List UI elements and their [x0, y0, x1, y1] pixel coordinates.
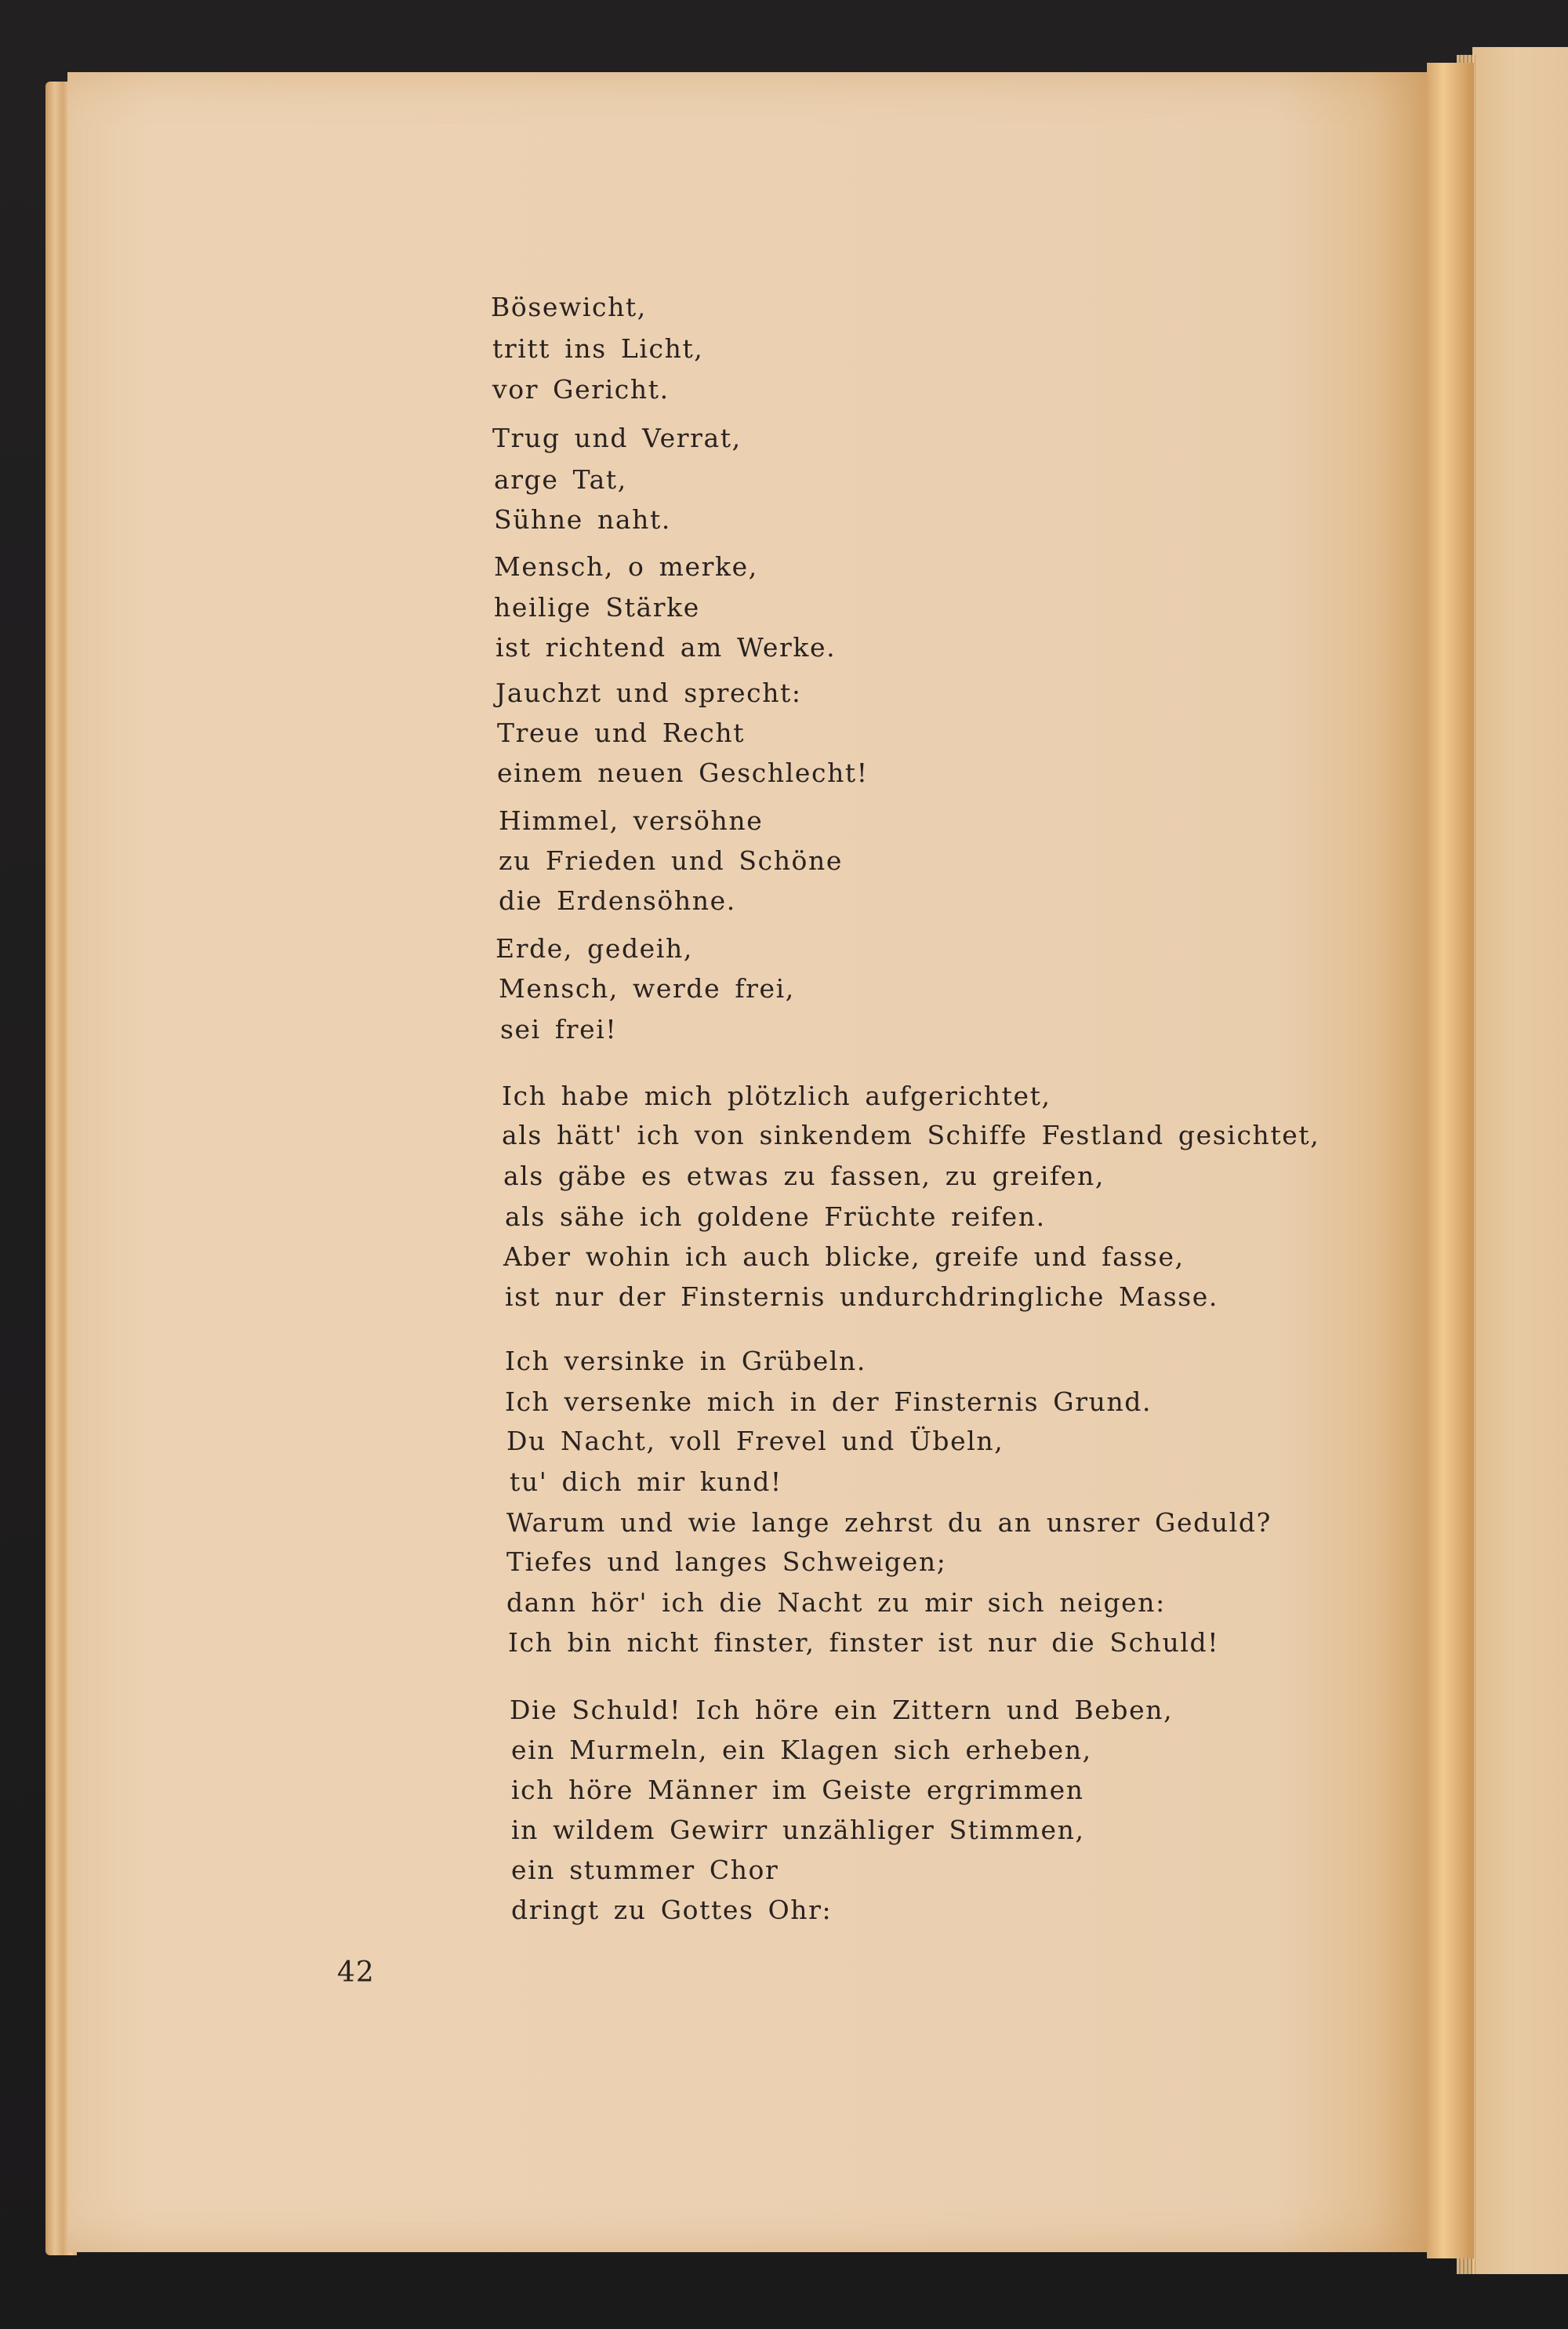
poem-line: einem neuen Geschlecht!	[497, 758, 869, 788]
poem-line: Trug und Verrat,	[492, 423, 742, 453]
poem-line: heilige Stärke	[494, 592, 700, 623]
poem-line: Ich versinke in Grübeln.	[505, 1346, 867, 1376]
poem-line: arge Tat,	[494, 464, 627, 495]
facing-page	[1472, 47, 1568, 2274]
poem-line: Bösewicht,	[491, 292, 647, 322]
poem-line: tritt ins Licht,	[492, 333, 704, 364]
poem-line: Ich bin nicht finster, finster ist nur die Schuld!	[508, 1627, 1220, 1658]
poem-line: Sühne naht.	[494, 504, 671, 535]
poem-line: dringt zu Gottes Ohr:	[511, 1895, 833, 1925]
poem-line: als gäbe es etwas zu fassen, zu greifen,	[503, 1161, 1105, 1191]
page-number: 42	[337, 1957, 375, 1989]
poem-line: Jauchzt und sprecht:	[495, 678, 802, 708]
poem-line: die Erdensöhne.	[499, 885, 736, 916]
poem-line: tu' dich mir kund!	[510, 1466, 782, 1497]
poem-line: ein stummer Chor	[511, 1855, 779, 1885]
poem-line: sei frei!	[500, 1014, 618, 1045]
poem-line: vor Gericht.	[492, 374, 670, 405]
poem-line: Mensch, o merke,	[494, 551, 758, 582]
poem-line: Ich habe mich plötzlich aufgerichtet,	[502, 1081, 1051, 1111]
poem-line: ich höre Männer im Geiste ergrimmen	[511, 1775, 1084, 1805]
poem-line: Du Nacht, voll Frevel und Übeln,	[506, 1426, 1004, 1456]
poem-line: Erde, gedeih,	[495, 933, 693, 964]
poem-line: Aber wohin ich auch blicke, greife und fasse,	[503, 1241, 1185, 1272]
poem-line: ist nur der Finsternis undurchdringliche Masse.	[505, 1281, 1219, 1312]
poem-line: Tiefes und langes Schweigen;	[506, 1546, 947, 1577]
poem-line: Ich versenke mich in der Finsternis Grund.	[505, 1386, 1152, 1417]
poem-line: ein Murmeln, ein Klagen sich erheben,	[511, 1735, 1092, 1765]
poem-line: Himmel, versöhne	[499, 805, 764, 836]
poem-line: Die Schuld! Ich höre ein Zittern und Beben,	[510, 1695, 1174, 1725]
poem-line: als hätt' ich von sinkendem Schiffe Festland gesichtet,	[502, 1120, 1320, 1150]
poem-line: ist richtend am Werke.	[495, 632, 837, 663]
poem-line: Mensch, werde frei,	[499, 973, 795, 1004]
poem-line: als sähe ich goldene Früchte reifen.	[505, 1201, 1046, 1232]
poem-line: Warum und wie lange zehrst du an unsrer Geduld?	[506, 1507, 1272, 1538]
poem-line: in wildem Gewirr unzähliger Stimmen,	[511, 1815, 1085, 1845]
book-gutter	[1427, 63, 1474, 2258]
poem-line: dann hör' ich die Nacht zu mir sich neigen:	[506, 1587, 1166, 1618]
poem-line: Treue und Recht	[497, 718, 746, 748]
poem-line: zu Frieden und Schöne	[499, 845, 843, 876]
